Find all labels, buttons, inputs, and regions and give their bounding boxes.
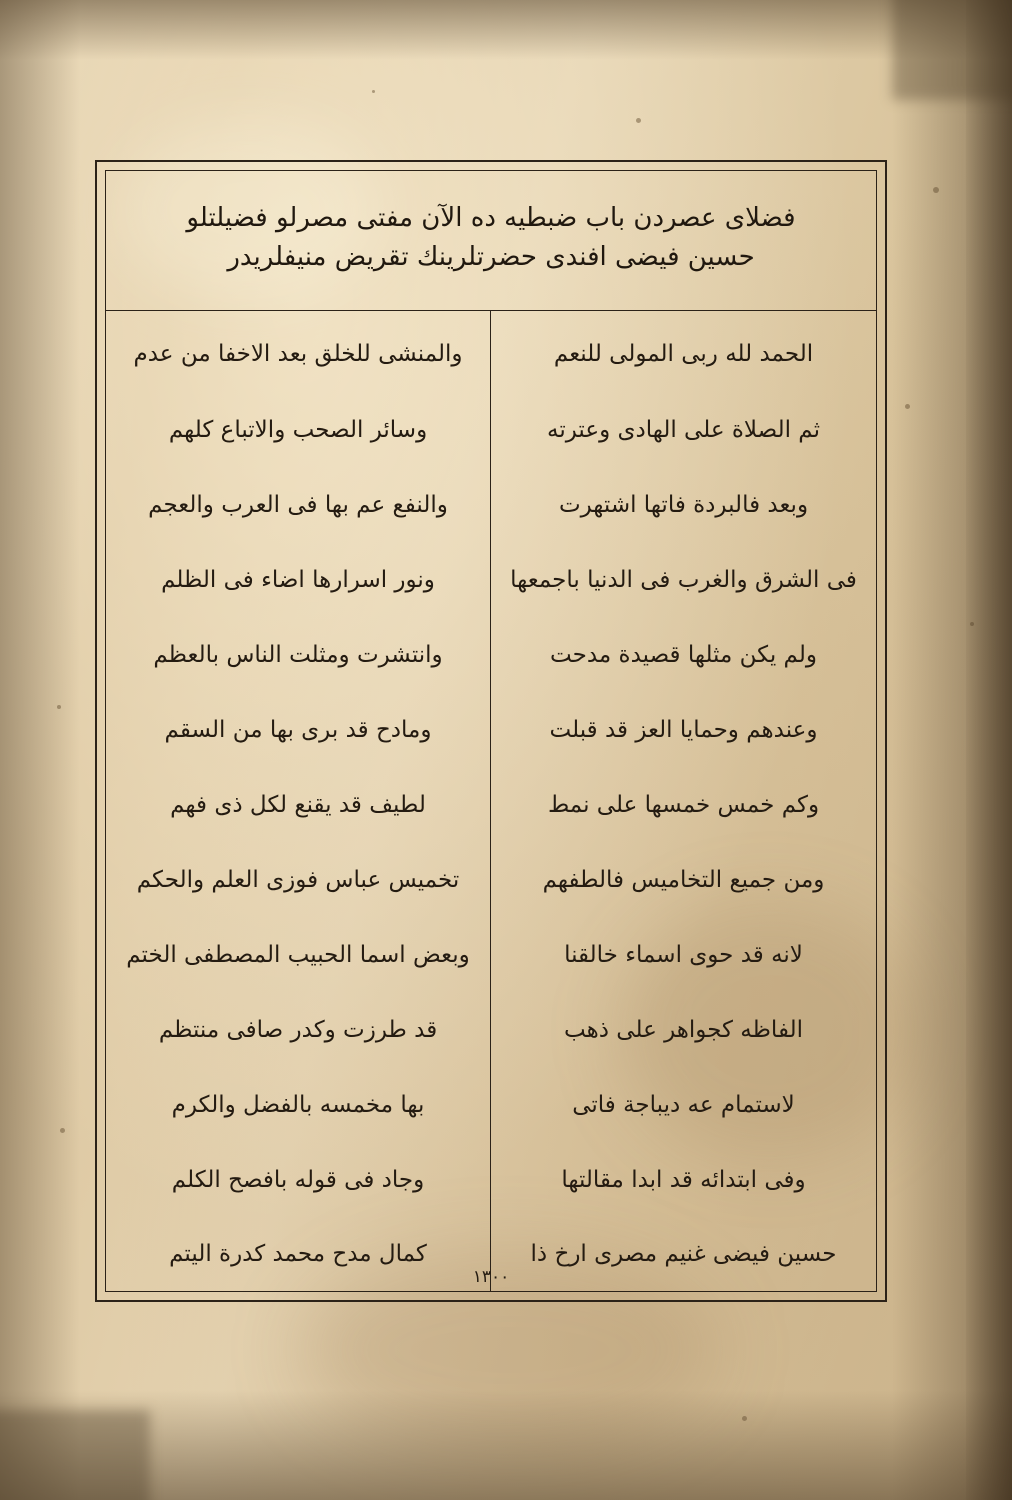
text-frame-outer xyxy=(95,160,887,1302)
paper-speck xyxy=(372,90,375,93)
verse-hemistich: وانتشرت ومثلت الناس بالعظم xyxy=(153,641,443,668)
paper-speck xyxy=(60,1128,65,1133)
verse-hemistich: وبعد فالبردة فاتها اشتهرت xyxy=(558,491,809,518)
page-corner-wear xyxy=(892,0,1012,100)
heading-panel xyxy=(106,171,876,311)
verse-hemistich: وعندهم وحمايا العز قد قبلت xyxy=(549,716,818,743)
verse-hemistich: لانه قد حوى اسماء خالقنا xyxy=(564,942,803,969)
verse-hemistich: وجاد فى قوله بافصح الكلم xyxy=(171,1167,425,1194)
page-spine-shadow xyxy=(966,0,1012,1500)
page-number: ١٣٠٠ xyxy=(472,1267,510,1287)
verse-hemistich: فى الشرق والغرب فى الدنيا باجمعها xyxy=(510,566,857,593)
verse-hemistich: حسين فيضى غنيم مصرى ارخ ذا xyxy=(530,1241,837,1268)
verse-hemistich: وكم خمس خمسها على نمط xyxy=(547,791,820,818)
heading-line-1: فضلاى عصردن باب ضبطيه ده الآن مفتى مصرلو فضيلتلو xyxy=(186,202,796,233)
paper-speck xyxy=(970,622,974,626)
verse-hemistich: كمال مدح محمد كدرة اليتم xyxy=(169,1241,427,1268)
page-edge-left xyxy=(0,0,80,1500)
page-edge-right xyxy=(892,0,1012,1500)
verse-body xyxy=(106,311,876,1291)
verse-hemistich: قد طرزت وكدر صافى منتظم xyxy=(158,1017,438,1044)
paper-speck xyxy=(636,118,641,123)
paper-speck xyxy=(905,404,910,409)
verse-column-right xyxy=(491,311,876,1291)
paper-speck xyxy=(57,705,61,709)
verse-hemistich: ومادح قد برى بها من السقم xyxy=(164,716,432,743)
verse-hemistich: لطيف قد يقنع لكل ذى فهم xyxy=(170,791,426,818)
verse-hemistich: ونور اسرارها اضاء فى الظلم xyxy=(161,566,435,593)
verse-hemistich: والمنشى للخلق بعد الاخفا من عدم xyxy=(133,341,463,368)
paper-speck xyxy=(933,187,939,193)
verse-hemistich: ثم الصلاة على الهادى وعترته xyxy=(546,416,821,443)
verse-hemistich: الحمد لله ربى المولى للنعم xyxy=(553,341,814,368)
verse-hemistich: ولم يكن مثلها قصيدة مدحت xyxy=(550,641,817,668)
verse-hemistich: وسائر الصحب والاتباع كلهم xyxy=(168,416,428,443)
verse-hemistich: بها مخمسه بالفضل والكرم xyxy=(171,1092,425,1119)
verse-column-left xyxy=(106,311,491,1291)
verse-hemistich: وفى ابتدائه قد ابدا مقالتها xyxy=(561,1167,806,1194)
verse-hemistich: وبعض اسما الحبيب المصطفى الختم xyxy=(126,942,470,969)
page-corner-wear xyxy=(0,1410,150,1500)
verse-hemistich: ومن جميع التخاميس فالطفهم xyxy=(542,867,825,894)
heading-line-2: حسين فيضى افندى حضرتلرينك تقريض منيفلريدر xyxy=(227,242,755,273)
verse-hemistich: والنفع عم بها فى العرب والعجم xyxy=(148,491,448,518)
verse-hemistich: الفاظه كجواهر على ذهب xyxy=(564,1017,803,1044)
text-frame-inner xyxy=(105,170,877,1292)
paper-speck xyxy=(742,1416,747,1421)
page-edge-bottom xyxy=(0,1390,1012,1500)
verse-hemistich: تخميس عباس فوزى العلم والحكم xyxy=(136,867,460,894)
verse-hemistich: لاستمام عه ديباجة فاتى xyxy=(572,1092,795,1119)
page-edge-top xyxy=(0,0,1012,60)
